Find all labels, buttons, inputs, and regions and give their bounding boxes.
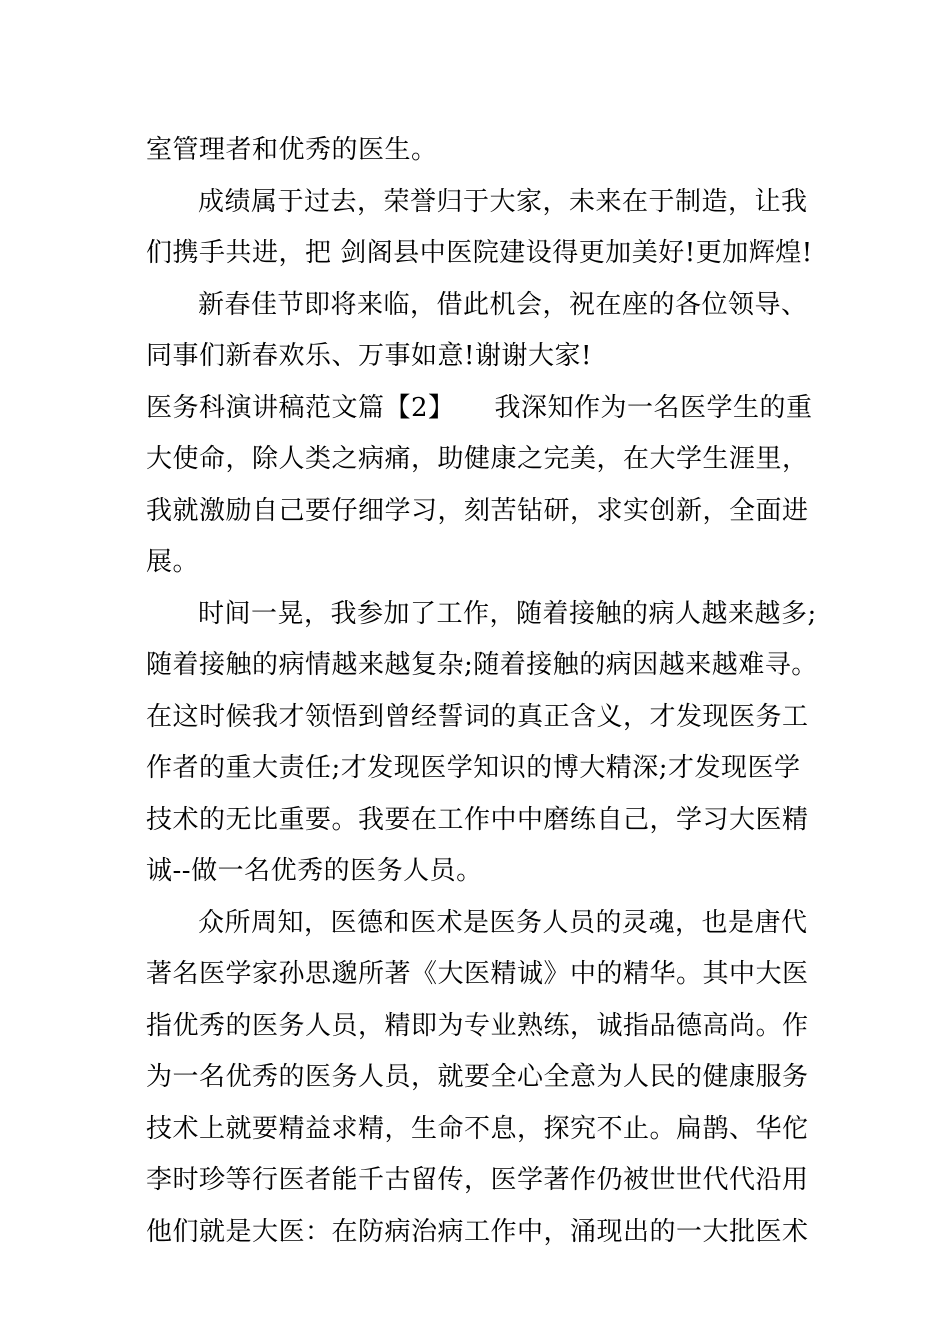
text-line: 作者的重大责任;才发现医学知识的博大精深;才发现医学 [146, 753, 801, 783]
text-line: 成绩属于过去，荣誉归于大家，未来在于制造，让我 [198, 186, 808, 217]
text-line: 指优秀的医务人员，精即为专业熟练，诚指品德高尚。作 [146, 1010, 809, 1041]
text-line: 随着接触的病情越来越复杂;随着接触的病因越来越难寻。 [146, 650, 818, 680]
text-line: 众所周知，医德和医术是医务人员的灵魂，也是唐代 [198, 907, 808, 938]
text-line: 们携手共进，把 剑阁县中医院建设得更加美好!更加辉煌! [146, 238, 813, 268]
text-line: 展。 [146, 547, 200, 577]
text-line: 在这时候我才领悟到曾经誓词的真正含义，才发现医务工 [146, 701, 809, 732]
document-body [146, 128, 818, 1261]
text-line: 时间一晃，我参加了工作，随着接触的病人越来越多; [198, 598, 817, 629]
text-line: 著名医学家孙思邈所著《大医精诚》中的精华。其中大医 [146, 959, 809, 989]
text-line: 大使命，除人类之病痛，助健康之完美，在大学生涯里， [146, 444, 809, 474]
text-line: 诚--做一名优秀的医务人员。 [146, 856, 483, 886]
text-line: 同事们新春欢乐、万事如意!谢谢大家! [146, 341, 592, 371]
text-line: 李时珍等行医者能千古留传，医学著作仍被世世代代沿用 [146, 1165, 809, 1195]
text-line: 医务科演讲稿范文篇【2】 我深知作为一名医学生的重 [146, 392, 813, 423]
text-line: 他们就是大医：在防病治病工作中，涌现出的一大批医术 [146, 1216, 809, 1247]
text-line: 技术上就要精益求精，生命不息，探究不止。扁鹊、华佗 [146, 1113, 809, 1144]
text-line: 技术的无比重要。我要在工作中中磨练自己，学习大医精 [146, 804, 809, 835]
text-line: 新春佳节即将来临，借此机会，祝在座的各位领导、 [198, 289, 808, 320]
text-line: 为一名优秀的医务人员，就要全心全意为人民的健康服务 [146, 1062, 809, 1092]
text-line: 我就激励自己要仔细学习，刻苦钻研，求实创新，全面进 [146, 495, 809, 526]
text-line: 室管理者和优秀的医生。 [146, 135, 438, 165]
